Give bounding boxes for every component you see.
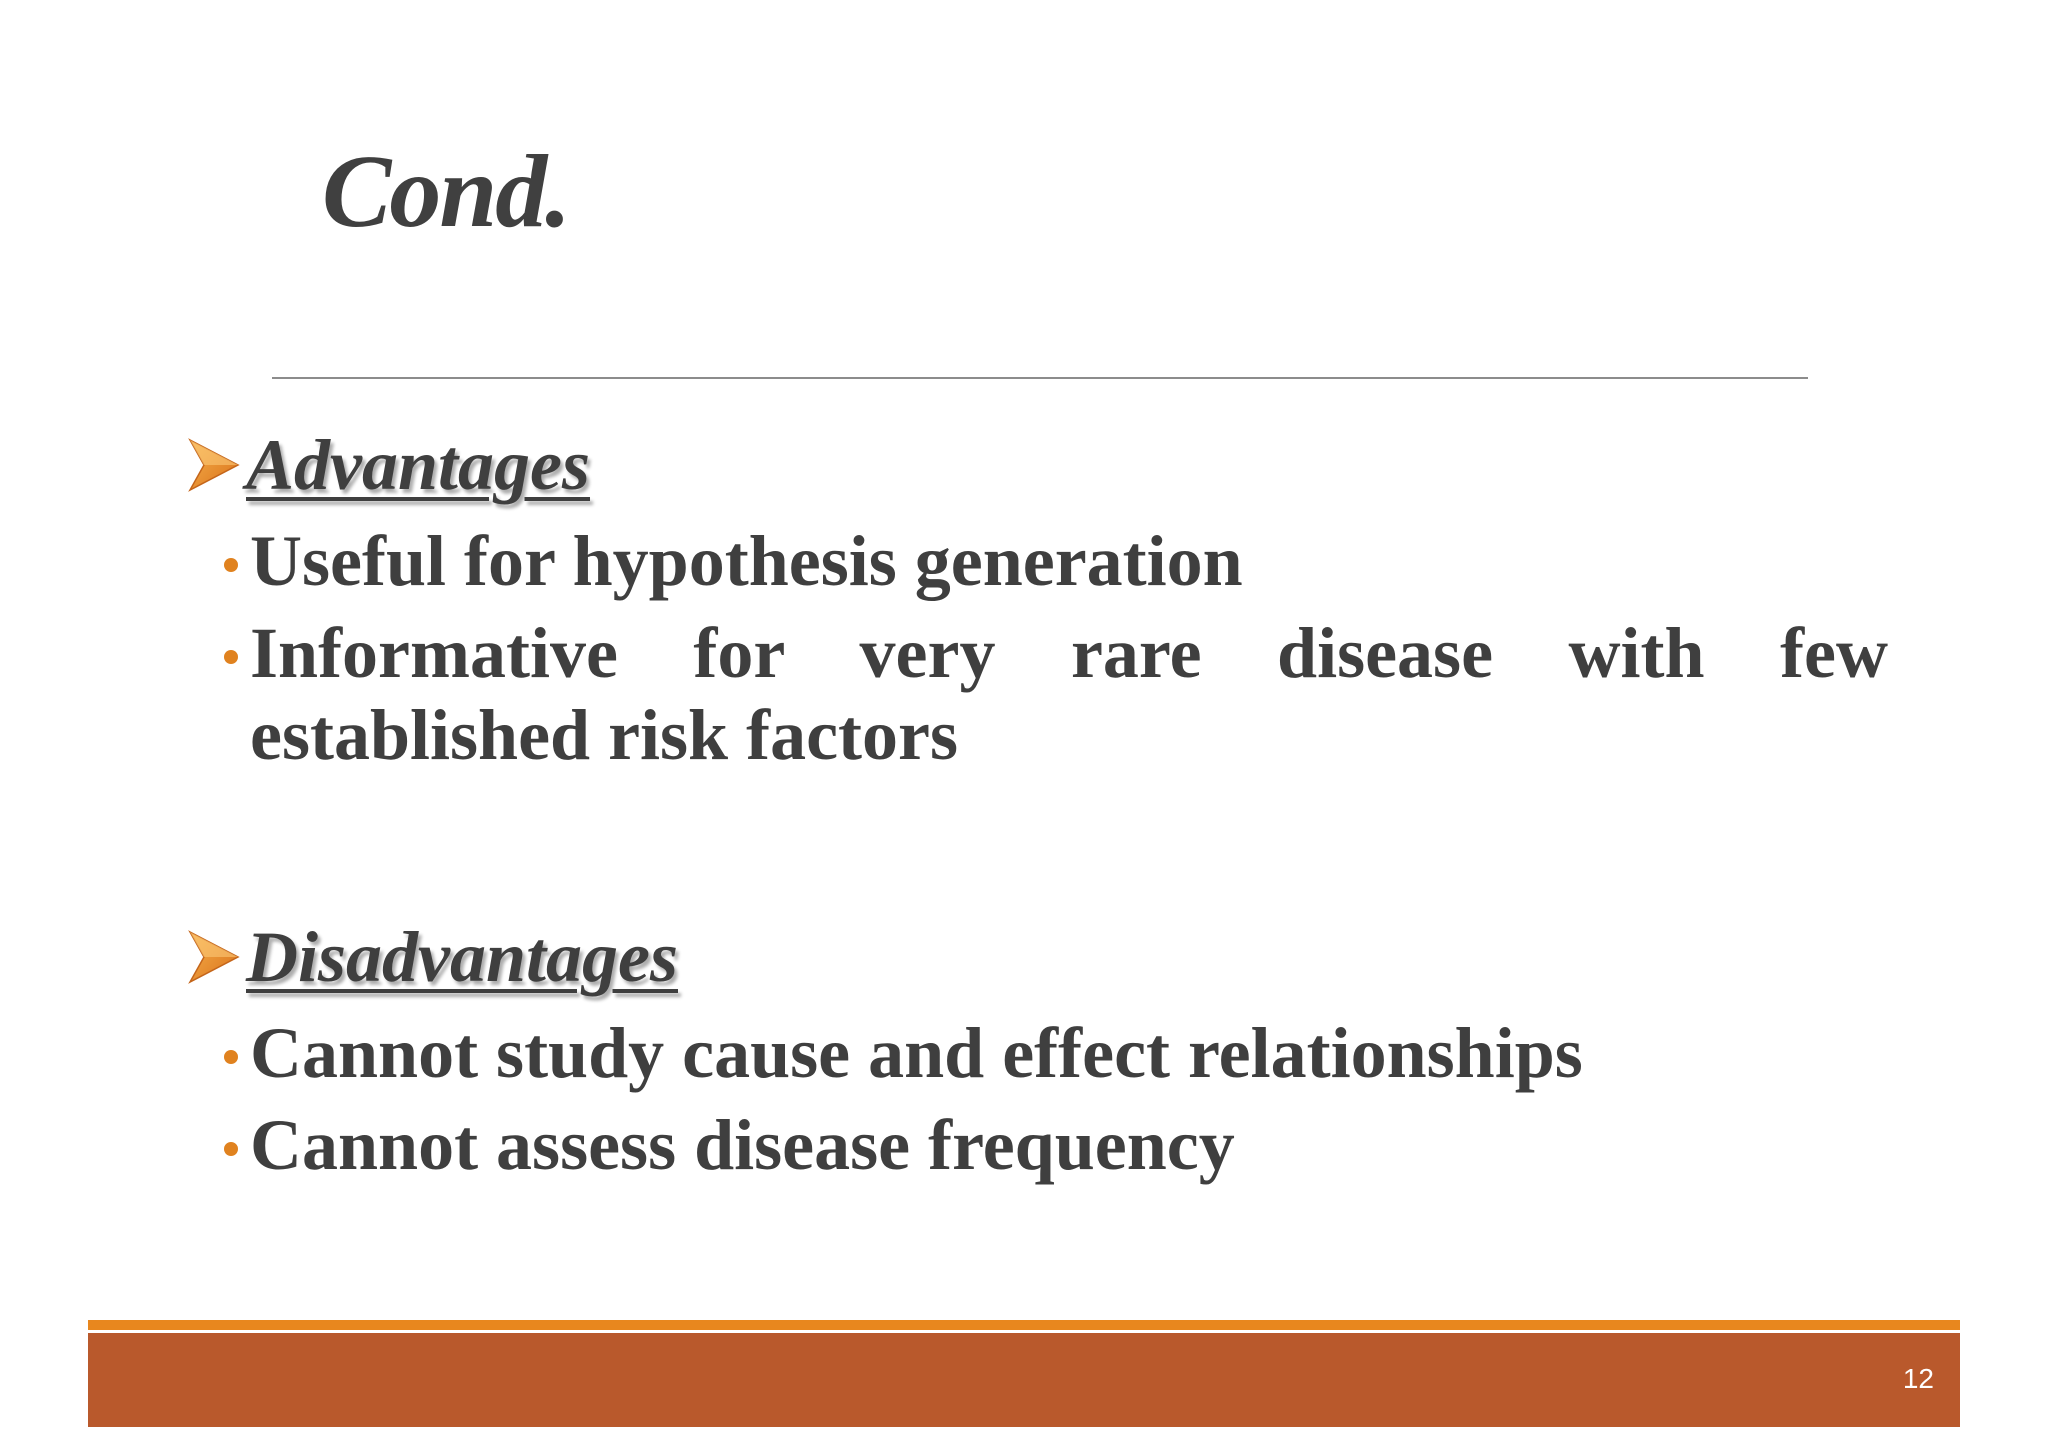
- dot-bullet-icon: [224, 650, 238, 664]
- dot-bullet-icon: [224, 1050, 238, 1064]
- footer-accent-stripe: [88, 1320, 1960, 1330]
- section-heading: [188, 912, 1888, 1002]
- section-advantages: [188, 420, 1888, 776]
- dot-bullet-icon: [224, 558, 238, 572]
- arrow-bullet-icon: [188, 437, 240, 493]
- disadvantages-list: [224, 1012, 1888, 1186]
- section-heading: [188, 420, 1888, 510]
- list-item-text: Useful for hypothesis generation: [250, 521, 1243, 601]
- arrow-bullet-icon: [188, 929, 240, 985]
- list-item: [224, 612, 1888, 776]
- list-item-text: Cannot assess disease frequency: [250, 1105, 1235, 1185]
- section-disadvantages: [188, 912, 1888, 1186]
- section-heading-label: Advantages: [246, 425, 591, 505]
- advantages-list: [224, 520, 1888, 776]
- slide-title: Cond.: [322, 134, 570, 249]
- list-item: [224, 520, 1888, 602]
- page-number: 12: [1902, 1363, 1934, 1394]
- list-item-text: Cannot study cause and effect relationships: [250, 1013, 1583, 1093]
- title-divider: [272, 377, 1808, 379]
- dot-bullet-icon: [224, 1142, 238, 1156]
- list-item: [224, 1104, 1888, 1186]
- section-heading-label: Disadvantages: [246, 917, 678, 997]
- list-item: [224, 1012, 1888, 1094]
- footer-bar: [88, 1333, 1960, 1427]
- list-item-text: Informative for very rare disease with few established risk factors: [250, 613, 1888, 775]
